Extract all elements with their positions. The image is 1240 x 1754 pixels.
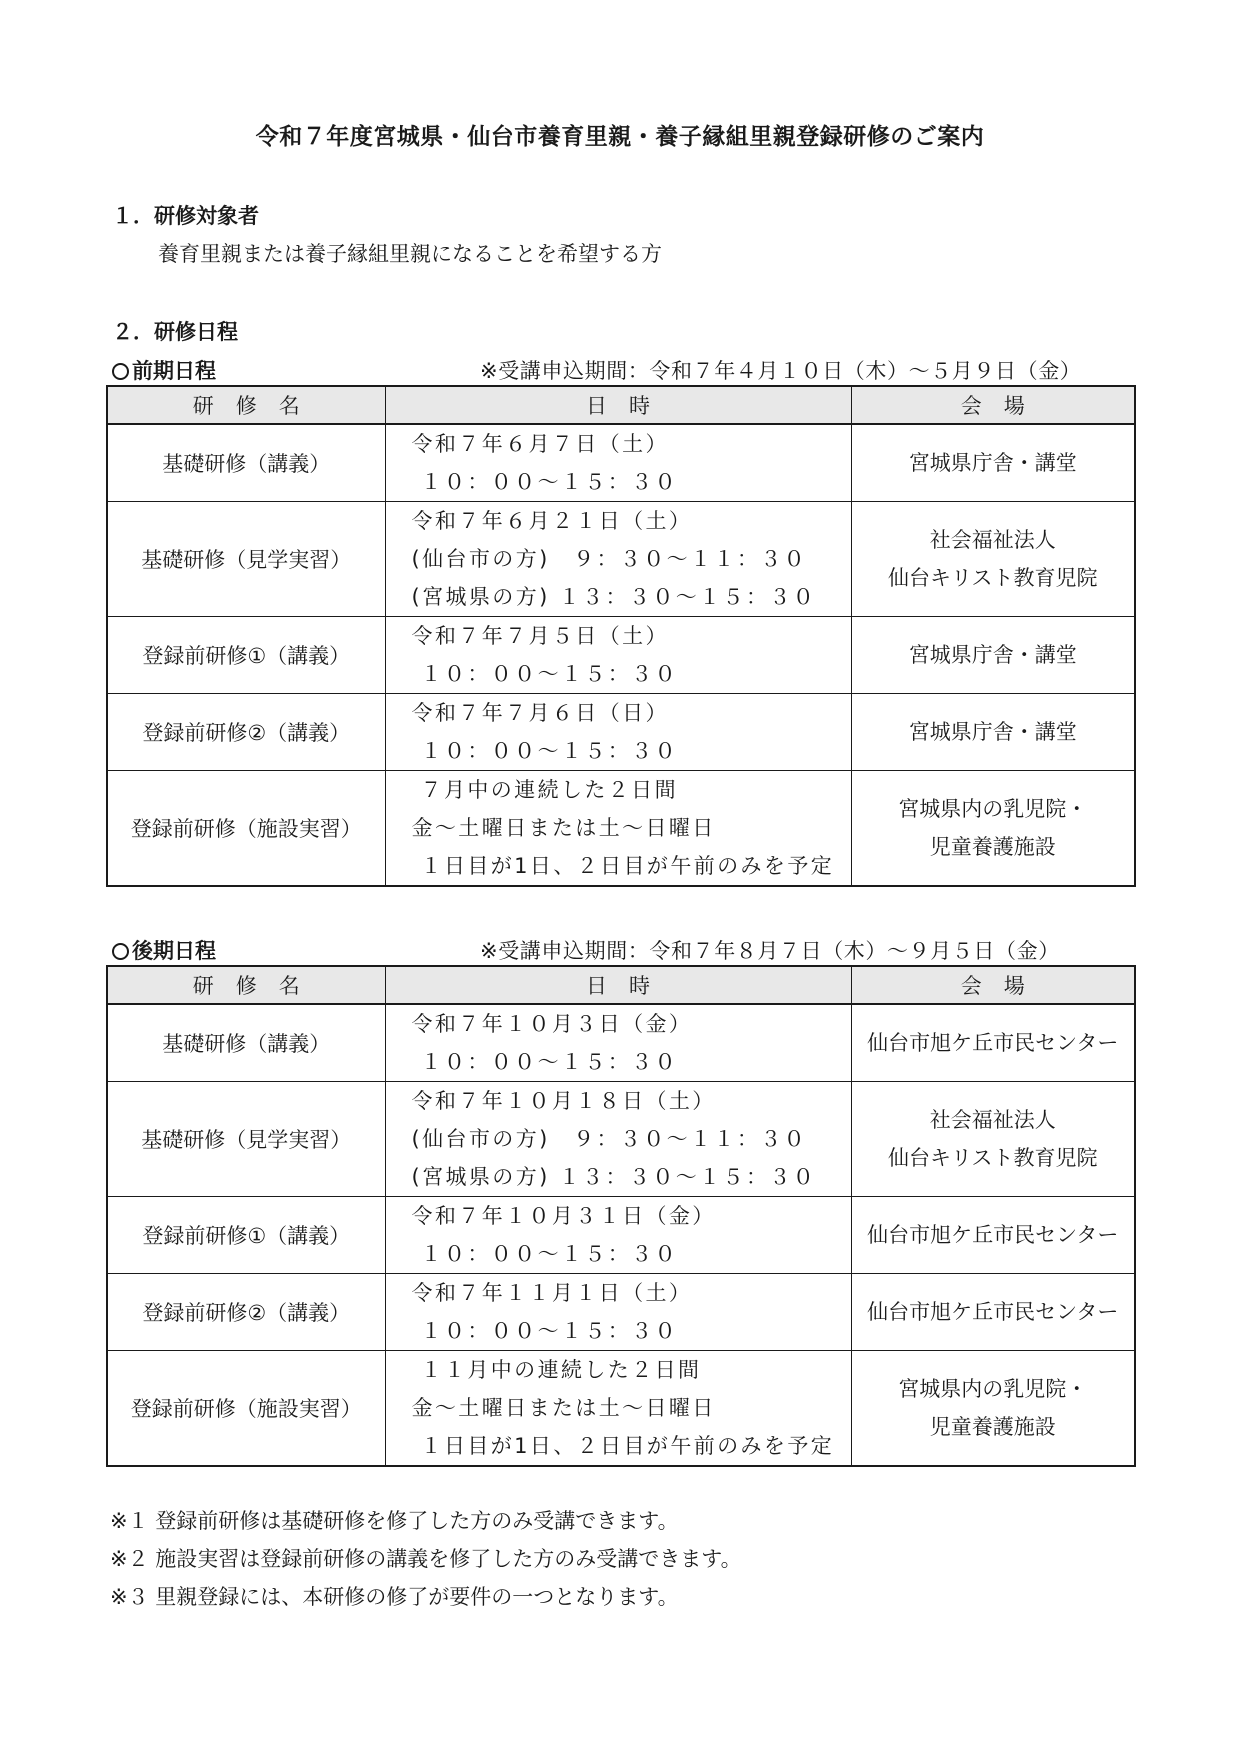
venue-line: 宮城県庁舎・講堂 — [908, 451, 1077, 475]
datetime-line: １０：００～１５：３０ — [411, 1319, 678, 1343]
venue-line: 社会福祉法人 — [929, 528, 1056, 552]
training-datetime — [385, 1082, 851, 1197]
datetime-line: ７月中の連続した２日間 — [411, 778, 678, 802]
venue-line: 宮城県内の乳児院・ — [898, 1377, 1088, 1401]
datetime-line: １０：００～１５：３０ — [411, 1050, 678, 1074]
training-venue — [851, 694, 1135, 771]
datetime-line: １０：００～１５：３０ — [411, 470, 678, 494]
second-term-heading — [112, 935, 216, 965]
training-venue — [851, 1082, 1135, 1197]
venue-line: 宮城県庁舎・講堂 — [908, 643, 1077, 667]
venue-line: 児童養護施設 — [929, 1415, 1056, 1439]
venue-line: 児童養護施設 — [929, 835, 1056, 859]
venue-line: 仙台市旭ケ丘市民センター — [867, 1223, 1119, 1247]
training-datetime — [385, 1197, 851, 1274]
table-row — [107, 1004, 1135, 1082]
note-3: ※３ 里親登録には、本研修の修了が要件の一つとなります。 — [110, 1585, 679, 1609]
training-venue — [851, 1274, 1135, 1351]
venue-line: 宮城県内の乳児院・ — [898, 797, 1088, 821]
header-venue: 会場 — [851, 386, 1135, 424]
section-1-heading: １．研修対象者 — [112, 204, 259, 228]
training-venue — [851, 1351, 1135, 1467]
datetime-line: １０：００～１５：３０ — [411, 662, 678, 686]
datetime-line: １日目が1日、２日目が午前のみを予定 — [411, 854, 835, 878]
training-name: 登録前研修（施設実習） — [107, 1351, 385, 1467]
datetime-line: (宮城県の方) １３：３０～１５：３０ — [411, 1165, 817, 1189]
header-datetime: 日時 — [385, 386, 851, 424]
header-name: 研修名 — [107, 386, 385, 424]
section-1-body: 養育里親または養子縁組里親になることを希望する方 — [158, 242, 662, 266]
datetime-line: １０：００～１５：３０ — [411, 1242, 678, 1266]
note-1: ※１ 登録前研修は基礎研修を修了した方のみ受講できます。 — [110, 1509, 679, 1533]
training-datetime — [385, 502, 851, 617]
venue-line: 仙台キリスト教育児院 — [887, 566, 1098, 590]
datetime-line: 金～土曜日または土～日曜日 — [411, 816, 716, 840]
training-name: 基礎研修（見学実習） — [107, 502, 385, 617]
datetime-line: １０：００～１５：３０ — [411, 739, 678, 763]
first-term-period: ※受講申込期間：令和７年４月１０日（木）～５月９日（金） — [480, 359, 1082, 383]
notes — [110, 1502, 742, 1616]
training-datetime — [385, 1004, 851, 1082]
training-datetime — [385, 1351, 851, 1467]
venue-line: 仙台市旭ケ丘市民センター — [867, 1300, 1119, 1324]
table-row — [107, 1197, 1135, 1274]
datetime-line: 金～土曜日または土～日曜日 — [411, 1396, 716, 1420]
table-row — [107, 694, 1135, 771]
table-row — [107, 502, 1135, 617]
datetime-line: (仙台市の方) ９：３０～１１：３０ — [411, 547, 808, 571]
venue-line: 仙台市旭ケ丘市民センター — [867, 1031, 1119, 1055]
training-name: 基礎研修（講義） — [107, 424, 385, 502]
datetime-line: (宮城県の方) １３：３０～１５：３０ — [411, 585, 817, 609]
second-term-period: ※受講申込期間：令和７年８月７日（木）～９月５日（金） — [480, 939, 1060, 963]
datetime-line: 令和７年１０月１８日（土） — [411, 1089, 716, 1113]
training-name: 登録前研修①（講義） — [107, 1197, 385, 1274]
datetime-line: 令和７年１１月１日（土） — [411, 1281, 693, 1305]
second-term-table — [106, 965, 1136, 1467]
datetime-line: 令和７年６月７日（土） — [411, 432, 669, 456]
table-row — [107, 617, 1135, 694]
table-row — [107, 1082, 1135, 1197]
header-venue: 会場 — [851, 966, 1135, 1004]
datetime-line: 令和７年１０月３１日（金） — [411, 1204, 716, 1228]
training-name: 基礎研修（見学実習） — [107, 1082, 385, 1197]
training-venue — [851, 502, 1135, 617]
header-datetime: 日時 — [385, 966, 851, 1004]
training-datetime — [385, 424, 851, 502]
note-2: ※２ 施設実習は登録前研修の講義を修了した方のみ受講できます。 — [110, 1547, 742, 1571]
datetime-line: １日目が1日、２日目が午前のみを予定 — [411, 1434, 835, 1458]
datetime-line: (仙台市の方) ９：３０～１１：３０ — [411, 1127, 808, 1151]
table-row — [107, 1351, 1135, 1467]
second-term-label: 後期日程 — [132, 939, 216, 963]
datetime-line: 令和７年７月６日（日） — [411, 701, 669, 725]
datetime-line: 令和７年６月２１日（土） — [411, 509, 693, 533]
circle-icon — [112, 363, 129, 380]
training-datetime — [385, 1274, 851, 1351]
datetime-line: １１月中の連続した２日間 — [411, 1358, 702, 1382]
venue-line: 仙台キリスト教育児院 — [887, 1146, 1098, 1170]
training-name: 登録前研修②（講義） — [107, 694, 385, 771]
training-name: 登録前研修（施設実習） — [107, 771, 385, 887]
training-datetime — [385, 617, 851, 694]
training-datetime — [385, 771, 851, 887]
training-venue — [851, 424, 1135, 502]
training-venue — [851, 617, 1135, 694]
training-venue — [851, 1004, 1135, 1082]
training-name: 基礎研修（講義） — [107, 1004, 385, 1082]
circle-icon — [112, 943, 129, 960]
training-venue — [851, 1197, 1135, 1274]
training-name: 登録前研修①（講義） — [107, 617, 385, 694]
training-venue — [851, 771, 1135, 887]
training-name: 登録前研修②（講義） — [107, 1274, 385, 1351]
section-2-heading: ２．研修日程 — [112, 320, 238, 344]
venue-line: 社会福祉法人 — [929, 1108, 1056, 1132]
page-title: 令和７年度宮城県・仙台市養育里親・養子縁組里親登録研修のご案内 — [255, 124, 985, 150]
header-name: 研修名 — [107, 966, 385, 1004]
table-row — [107, 771, 1135, 887]
first-term-heading — [112, 355, 216, 385]
table-row — [107, 1274, 1135, 1351]
venue-line: 宮城県庁舎・講堂 — [908, 720, 1077, 744]
first-term-table — [106, 385, 1136, 887]
first-term-label: 前期日程 — [132, 359, 216, 383]
training-datetime — [385, 694, 851, 771]
datetime-line: 令和７年１０月３日（金） — [411, 1012, 693, 1036]
table-row — [107, 424, 1135, 502]
datetime-line: 令和７年７月５日（土） — [411, 624, 669, 648]
